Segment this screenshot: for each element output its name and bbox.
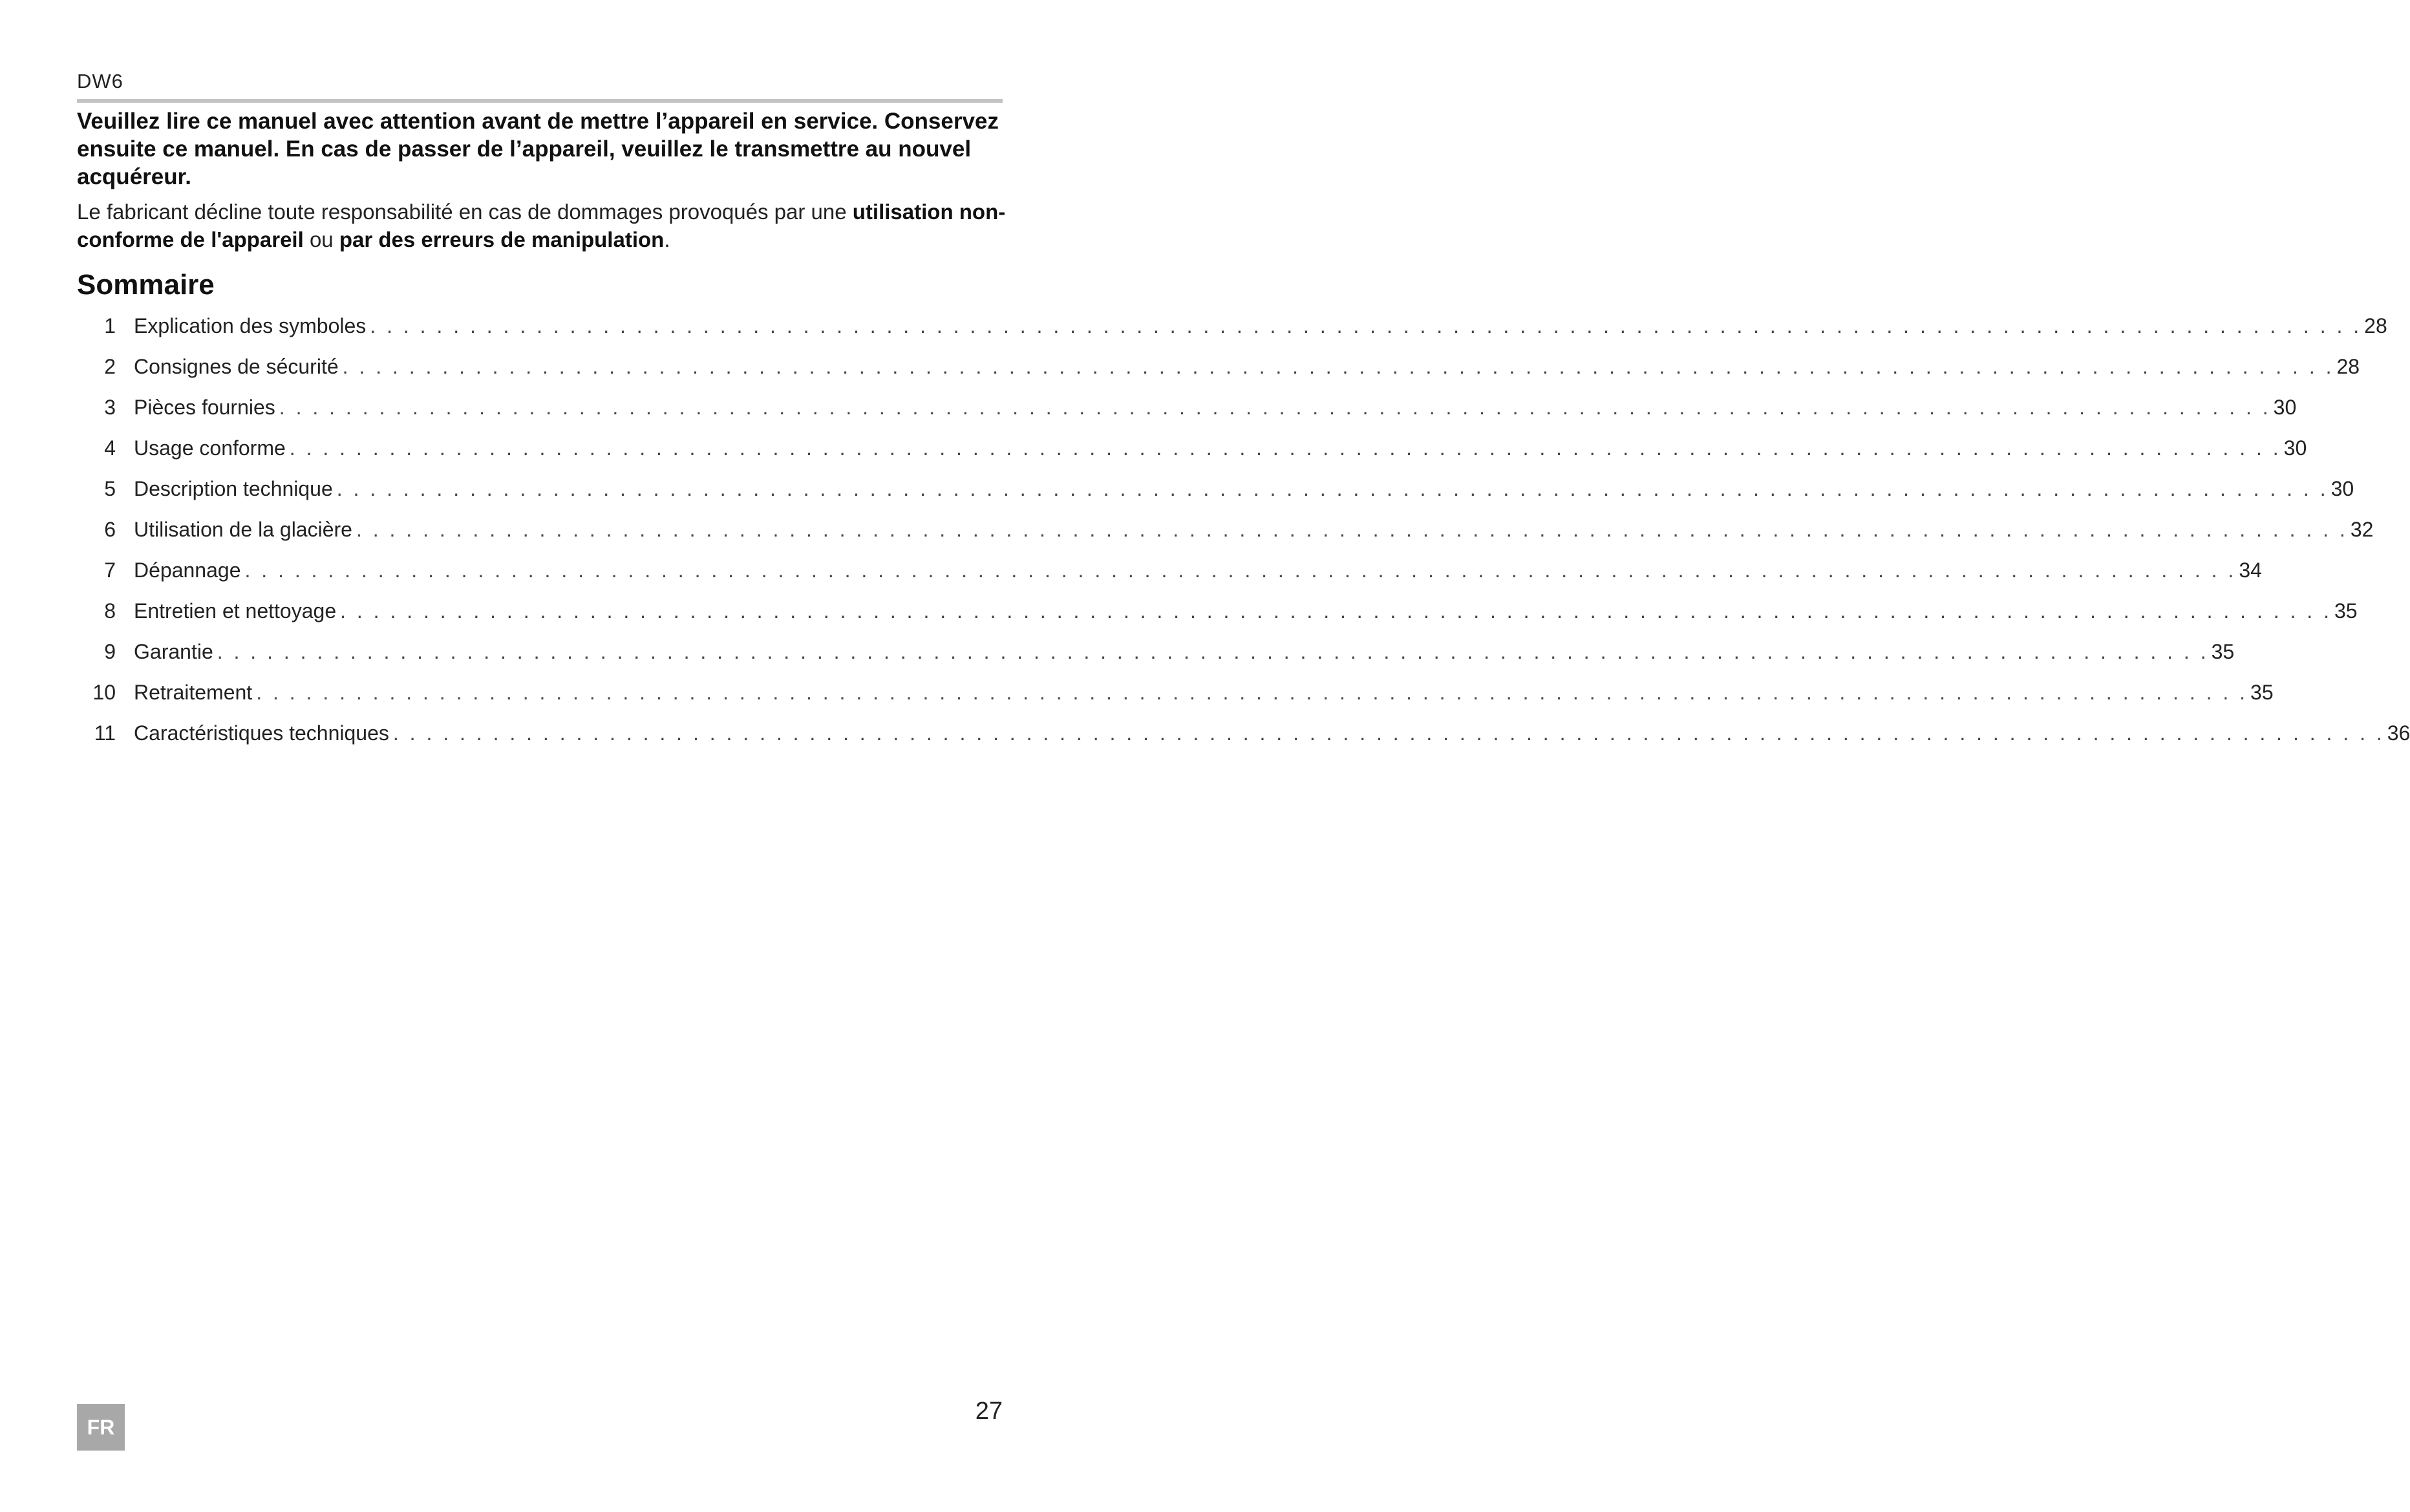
toc-dot-leader: . . . . . . . . . . . . . . . . . . . . . . . . . . . . . . . . . . . . . . . . . . . . . . . . . . . . . . . . . . . . . . . . . . . . . . . . . . . . . . . . . . . . . . . . . . . . . . . . . . . . . . . . . . . . . . . . . . . . . . . . <box>256 681 2248 704</box>
toc-entry[interactable] <box>77 355 2360 396</box>
toc-dot-leader: . . . . . . . . . . . . . . . . . . . . . . . . . . . . . . . . . . . . . . . . . . . . . . . . . . . . . . . . . . . . . . . . . . . . . . . . . . . . . . . . . . . . . . . . . . . . . . . . . . . . . . . . . . . . . . . . . . . . . . . . <box>336 477 2329 500</box>
toc-title: Sommaire <box>77 269 215 301</box>
toc-entry-number: 9 <box>104 640 116 663</box>
disclaimer-bold-1: utilisation non-conforme de l'appareil <box>77 200 1006 251</box>
toc-dot-leader: . . . . . . . . . . . . . . . . . . . . . . . . . . . . . . . . . . . . . . . . . . . . . . . . . . . . . . . . . . . . . . . . . . . . . . . . . . . . . . . . . . . . . . . . . . . . . . . . . . . . . . . . . . . . . . . . . . . . . . . . <box>342 355 2334 378</box>
toc-dot-leader: . . . . . . . . . . . . . . . . . . . . . . . . . . . . . . . . . . . . . . . . . . . . . . . . . . . . . . . . . . . . . . . . . . . . . . . . . . . . . . . . . . . . . . . . . . . . . . . . . . . . . . . . . . . . . . . . . . . . . . . . <box>289 436 2281 460</box>
toc-entry[interactable] <box>77 477 2354 518</box>
toc-entry-title: Description technique <box>134 477 333 500</box>
toc-entry-number: 8 <box>104 599 116 623</box>
toc-entry[interactable] <box>77 518 2374 559</box>
toc-entry-title: Explication des symboles <box>134 314 367 337</box>
toc-dot-leader: . . . . . . . . . . . . . . . . . . . . . . . . . . . . . . . . . . . . . . . . . . . . . . . . . . . . . . . . . . . . . . . . . . . . . . . . . . . . . . . . . . . . . . . . . . . . . . . . . . . . . . . . . . . . . . . . . . . . . . . . <box>244 559 2237 582</box>
toc-entry-number: 3 <box>104 396 116 419</box>
toc-entry[interactable] <box>77 314 2387 355</box>
toc-entry-page: 35 <box>2211 640 2235 663</box>
toc-entry-page: 35 <box>2334 599 2358 623</box>
toc-entry[interactable] <box>77 640 2235 681</box>
toc-entry-title: Usage conforme <box>134 436 286 460</box>
toc-dot-leader: . . . . . . . . . . . . . . . . . . . . . . . . . . . . . . . . . . . . . . . . . . . . . . . . . . . . . . . . . . . . . . . . . . . . . . . . . . . . . . . . . . . . . . . . . . . . . . . . . . . . . . . . . . . . . . . . . . . . . . . . <box>340 599 2332 623</box>
toc-entry[interactable] <box>77 436 2307 477</box>
toc-entry-page: 28 <box>2364 314 2387 337</box>
toc-entry-page: 32 <box>2350 518 2374 541</box>
toc-entry[interactable] <box>77 559 2262 599</box>
toc-entry-title: Consignes de sécurité <box>134 355 339 378</box>
toc-entry-title: Retraitement <box>134 681 253 704</box>
toc-entry[interactable] <box>77 721 2410 762</box>
toc-entry-number: 4 <box>104 436 116 460</box>
toc-entry-title: Utilisation de la glacière <box>134 518 352 541</box>
toc-entry-title: Dépannage <box>134 559 241 582</box>
toc-entry-number: 11 <box>94 721 116 745</box>
toc-entry-number: 1 <box>104 314 116 337</box>
toc-entry-number: 5 <box>104 477 116 500</box>
disclaimer-text-2: ou <box>303 228 339 251</box>
toc-entry-title: Garantie <box>134 640 213 663</box>
header-divider <box>77 99 1003 103</box>
toc-entry-number: 6 <box>104 518 116 541</box>
disclaimer-text-1: Le fabricant décline toute responsabilité en cas de dommages provoqués par une <box>77 200 853 224</box>
page-number: 27 <box>975 1398 1003 1425</box>
toc-dot-leader: . . . . . . . . . . . . . . . . . . . . . . . . . . . . . . . . . . . . . . . . . . . . . . . . . . . . . . . . . . . . . . . . . . . . . . . . . . . . . . . . . . . . . . . . . . . . . . . . . . . . . . . . . . . . . . . . . . . . . . . . <box>370 314 2362 337</box>
model-header: DW6 <box>77 70 123 92</box>
toc-entry[interactable] <box>77 599 2358 640</box>
toc-entry-page: 34 <box>2239 559 2262 582</box>
toc-entry-title: Caractéristiques techniques <box>134 721 389 745</box>
toc-entry-number: 10 <box>92 681 116 704</box>
toc-entry-title: Entretien et nettoyage <box>134 599 337 623</box>
disclaimer-text-3: . <box>664 228 670 251</box>
toc-entry-page: 30 <box>2283 436 2307 460</box>
toc-entry-page: 30 <box>2330 477 2354 500</box>
toc-entry-title: Pièces fournies <box>134 396 275 419</box>
toc-entry-page: 35 <box>2250 681 2274 704</box>
toc-dot-leader: . . . . . . . . . . . . . . . . . . . . . . . . . . . . . . . . . . . . . . . . . . . . . . . . . . . . . . . . . . . . . . . . . . . . . . . . . . . . . . . . . . . . . . . . . . . . . . . . . . . . . . . . . . . . . . . . . . . . . . . . <box>356 518 2348 541</box>
toc-entry[interactable] <box>77 396 2297 436</box>
disclaimer-bold-2: par des erreurs de manipulation <box>339 228 665 251</box>
read-manual-warning: Veuillez lire ce manuel avec attention avant de mettre l’appareil en service. Conservez ensuite ce manuel. En cas de passer de l’appareil, veuillez le transmettre au nouvel acquéreur. <box>77 109 999 189</box>
toc-entry-page: 30 <box>2273 396 2297 419</box>
toc-entry-number: 2 <box>104 355 116 378</box>
language-badge: FR <box>77 1404 125 1451</box>
toc-dot-leader: . . . . . . . . . . . . . . . . . . . . . . . . . . . . . . . . . . . . . . . . . . . . . . . . . . . . . . . . . . . . . . . . . . . . . . . . . . . . . . . . . . . . . . . . . . . . . . . . . . . . . . . . . . . . . . . . . . . . . . . . <box>217 640 2209 663</box>
toc-entry-page: 28 <box>2336 355 2360 378</box>
toc-dot-leader: . . . . . . . . . . . . . . . . . . . . . . . . . . . . . . . . . . . . . . . . . . . . . . . . . . . . . . . . . . . . . . . . . . . . . . . . . . . . . . . . . . . . . . . . . . . . . . . . . . . . . . . . . . . . . . . . . . . . . . . . <box>279 396 2271 419</box>
toc-entry-number: 7 <box>104 559 116 582</box>
toc-dot-leader: . . . . . . . . . . . . . . . . . . . . . . . . . . . . . . . . . . . . . . . . . . . . . . . . . . . . . . . . . . . . . . . . . . . . . . . . . . . . . . . . . . . . . . . . . . . . . . . . . . . . . . . . . . . . . . . . . . . . . . . . <box>392 721 2385 745</box>
liability-disclaimer <box>77 198 1008 253</box>
toc-entry[interactable] <box>77 681 2274 721</box>
toc-entry-page: 36 <box>2387 721 2410 745</box>
table-of-contents <box>77 314 2410 762</box>
